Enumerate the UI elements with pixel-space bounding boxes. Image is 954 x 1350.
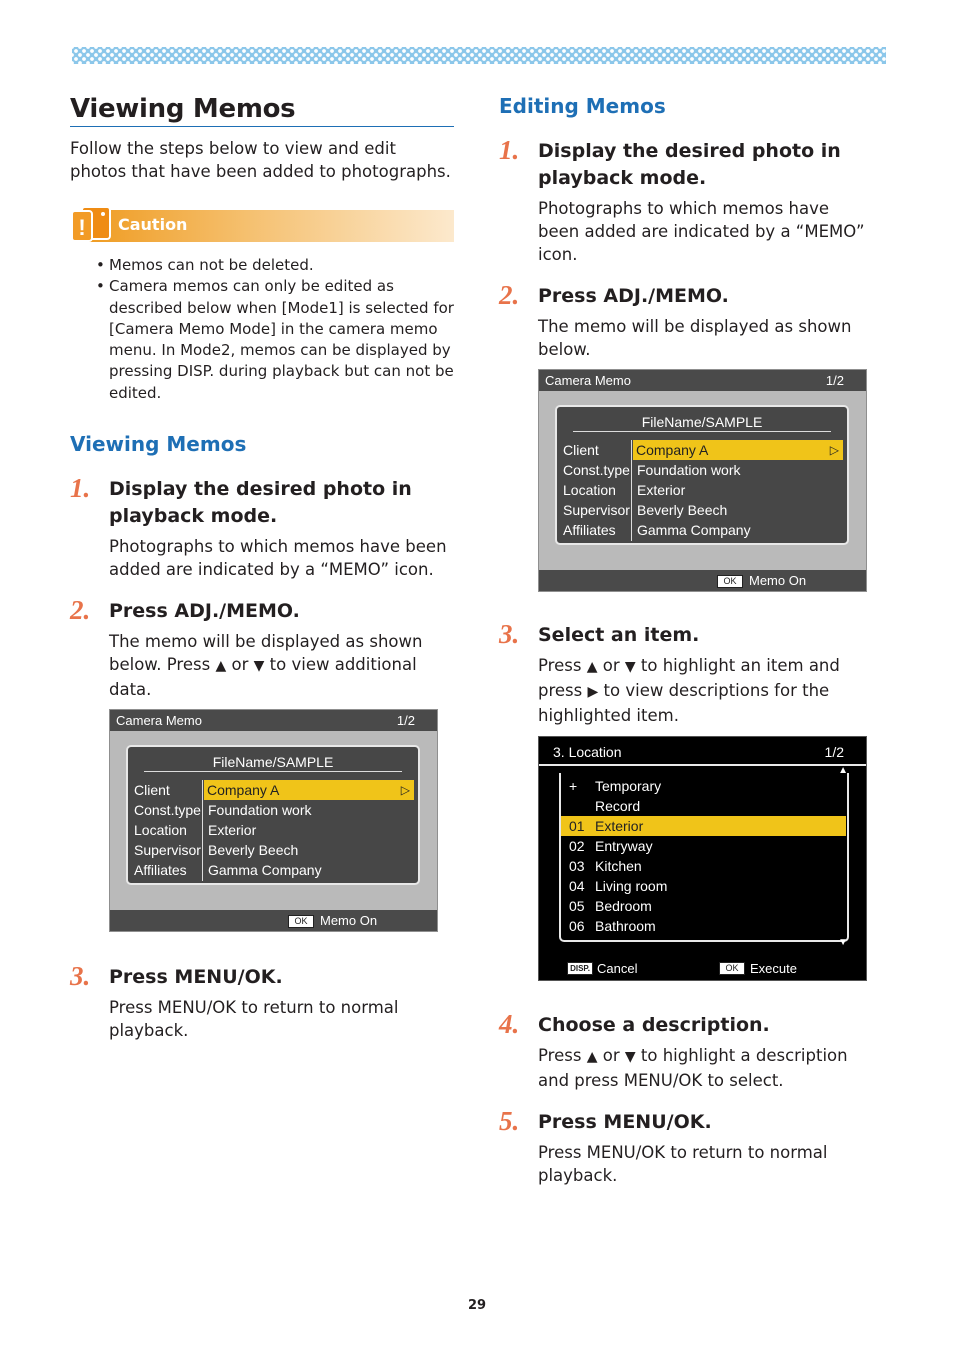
list-item[interactable] [561, 916, 846, 936]
ok-button-icon: OK [288, 915, 314, 928]
disp-button-icon: DISP. [567, 962, 593, 975]
screen-header [110, 710, 437, 731]
list-item[interactable] [561, 796, 846, 816]
right-arrow-icon: ▷ [400, 783, 410, 798]
memo-row[interactable] [563, 500, 843, 520]
step-text-part: to highlight an item and press [538, 656, 840, 700]
memo-box [126, 745, 420, 885]
up-arrow-icon: ▲ [586, 1049, 598, 1065]
item-number: 01 [569, 818, 585, 834]
step-number: 1. [70, 473, 91, 504]
location-screen [538, 736, 867, 981]
memo-row[interactable] [563, 440, 843, 460]
list-item[interactable] [561, 876, 846, 896]
memo-key: Affiliates [563, 522, 616, 538]
memo-key: Location [563, 482, 616, 498]
list-item[interactable] [561, 856, 846, 876]
item-number: 05 [569, 898, 585, 914]
step-text-or: or [602, 1046, 620, 1065]
step-number: 3. [70, 961, 91, 992]
left-step-2 [70, 595, 454, 932]
step-number: 4. [499, 1009, 520, 1039]
editing-memos-subheading: Editing Memos [499, 94, 666, 118]
memo-row[interactable] [563, 520, 843, 540]
memo-row[interactable] [134, 860, 414, 880]
memo-row[interactable] [134, 840, 414, 860]
memo-row[interactable] [563, 460, 843, 480]
item-text: Exterior [595, 818, 644, 834]
scroll-up-icon: ▲ [838, 765, 848, 776]
memo-key: Const.type [134, 802, 201, 819]
step-text [109, 630, 454, 701]
memo-value [204, 780, 414, 800]
right-step-5 [499, 1106, 875, 1187]
up-arrow-icon: ▲ [586, 659, 598, 675]
caution-banner [70, 209, 454, 243]
down-arrow-icon: ▼ [624, 1049, 636, 1065]
memo-value: Beverly Beech [208, 842, 299, 859]
step-title: Choose a description. [538, 1014, 770, 1036]
screen-footer [539, 956, 866, 980]
caution-item: • Camera memos can only be edited as described below when [Mode1] is selected for [Camera Memo Mode] in the camera memo menu. In Mode2, memos can be displayed by pressing DISP. during playback but can not be edited. [96, 276, 454, 404]
memo-filename: FileName/SAMPLE [573, 414, 831, 432]
right-step-1 [499, 135, 875, 266]
screen-body [110, 731, 437, 931]
scroll-down-icon: ▼ [838, 937, 848, 948]
step-text [538, 1044, 875, 1092]
right-arrow-icon: ▶ [587, 684, 599, 700]
step-text-part: to highlight a description and press MENU/OK to select. [538, 1046, 848, 1090]
item-text: Kitchen [595, 858, 642, 874]
list-item[interactable] [561, 896, 846, 916]
screen-header [539, 370, 866, 391]
camera-memo-screen [109, 709, 438, 932]
memo-rows [563, 440, 843, 540]
memo-value: Exterior [637, 482, 686, 498]
memo-key: Supervisor [134, 842, 201, 859]
step-title: Display the desired photo in playback mode. [109, 478, 412, 528]
memo-row[interactable] [563, 480, 843, 500]
ok-button-icon: OK [719, 962, 745, 975]
memo-value-text: Company A [207, 782, 280, 799]
step-text-part: The memo will be displayed as shown below. Press [109, 632, 423, 675]
screen-body [539, 391, 866, 591]
left-column [70, 90, 454, 1042]
left-step-1 [70, 473, 454, 581]
screen-title: 3. Location [553, 744, 622, 760]
memo-on-label: Memo On [749, 573, 807, 588]
step-number: 2. [499, 280, 520, 310]
memo-rows [134, 780, 414, 880]
right-arrow-icon: ▷ [829, 443, 839, 457]
item-text: Record [595, 798, 641, 814]
down-arrow-icon: ▼ [253, 658, 265, 675]
list-item[interactable] [561, 836, 846, 856]
screen-page: 1/2 [396, 713, 415, 729]
cancel-label: Cancel [597, 961, 638, 976]
caution-label: Caution [118, 215, 188, 234]
memo-row[interactable] [134, 800, 414, 820]
step-text: Photographs to which memos have been added are indicated by a “MEMO” icon. [109, 537, 447, 580]
memo-key: Const.type [563, 462, 630, 478]
step-title: Press ADJ./MEMO. [109, 600, 300, 623]
screen-header [539, 737, 866, 766]
memo-value: Foundation work [208, 802, 312, 819]
item-text: Entryway [595, 838, 653, 854]
step-title: Select an item. [538, 624, 700, 646]
svg-text:!: ! [78, 215, 86, 240]
step-text-or: or [231, 655, 249, 675]
caution-icon [70, 205, 112, 243]
memo-value: Gamma Company [208, 862, 322, 879]
screen-page: 1/2 [825, 373, 844, 388]
list-item[interactable] [561, 776, 846, 796]
caution-item: • Memos can not be deleted. [96, 255, 454, 276]
item-number: 02 [569, 838, 585, 854]
location-list [561, 776, 846, 936]
camera-memo-screen [538, 369, 867, 592]
memo-key: Client [134, 782, 170, 799]
right-step-4 [499, 1009, 875, 1092]
step-text: Photographs to which memos have been added are indicated by a “MEMO” icon. [538, 199, 865, 264]
step-text-part: Press [538, 656, 582, 675]
right-step-2 [499, 280, 875, 592]
item-number: + [569, 778, 578, 794]
viewing-memos-subheading: Viewing Memos [70, 432, 247, 457]
memo-value: Exterior [208, 822, 257, 839]
screen-title: Camera Memo [116, 713, 202, 729]
page-title: Viewing Memos [70, 94, 454, 127]
step-text: Press MENU/OK to return to normal playback. [109, 998, 399, 1041]
step-title: Display the desired photo in playback mode. [538, 140, 841, 189]
memo-value: Foundation work [637, 462, 741, 478]
item-text: Temporary [595, 778, 662, 794]
memo-filename: FileName/SAMPLE [144, 754, 402, 772]
memo-row[interactable] [134, 820, 414, 840]
step-text-or: or [602, 656, 620, 675]
up-arrow-icon: ▲ [215, 658, 227, 675]
ok-button-icon: OK [717, 575, 743, 588]
list-item[interactable] [561, 816, 846, 836]
intro-text: Follow the steps below to view and edit photos that have been added to photographs. [70, 139, 451, 181]
left-step-3 [70, 961, 454, 1042]
screen-page: 1/2 [824, 744, 844, 760]
step-text-part: to view descriptions for the highlighted item. [538, 681, 830, 725]
page-number: 29 [467, 1298, 487, 1313]
memo-key: Location [134, 822, 187, 839]
step-text-part: to view additional data. [109, 655, 417, 700]
step-title: Press MENU/OK. [109, 966, 283, 989]
step-title: Press MENU/OK. [538, 1111, 712, 1133]
decorative-header-band [72, 47, 886, 64]
execute-label: Execute [750, 961, 797, 976]
memo-on-label: Memo On [320, 913, 378, 929]
screen-title: Camera Memo [545, 373, 631, 388]
step-text: The memo will be displayed as shown below. [538, 317, 852, 359]
item-number: 04 [569, 878, 585, 894]
memo-key: Affiliates [134, 862, 187, 879]
step-number: 3. [499, 619, 520, 649]
memo-box [555, 405, 849, 545]
step-number: 1. [499, 135, 520, 165]
step-text: Press MENU/OK to return to normal playback. [538, 1143, 828, 1185]
memo-key: Client [563, 442, 599, 458]
item-text: Living room [595, 878, 668, 894]
memo-key: Supervisor [563, 502, 630, 518]
right-step-3 [499, 619, 875, 981]
memo-row[interactable] [134, 780, 414, 800]
step-text-part: Press [538, 1046, 582, 1065]
step-title: Press ADJ./MEMO. [538, 285, 729, 307]
memo-value: Gamma Company [637, 522, 751, 538]
item-number: 06 [569, 918, 585, 934]
item-number: 03 [569, 858, 585, 874]
memo-value [633, 440, 843, 460]
down-arrow-icon: ▼ [624, 659, 636, 675]
step-number: 5. [499, 1106, 520, 1136]
screen-footer [539, 570, 866, 591]
memo-value-text: Company A [636, 442, 709, 458]
memo-value: Beverly Beech [637, 502, 728, 518]
step-number: 2. [70, 595, 91, 626]
step-text [538, 654, 875, 727]
right-column [499, 90, 875, 1187]
item-text: Bedroom [595, 898, 652, 914]
screen-footer [110, 910, 437, 931]
caution-list [96, 255, 454, 404]
item-text: Bathroom [595, 918, 656, 934]
